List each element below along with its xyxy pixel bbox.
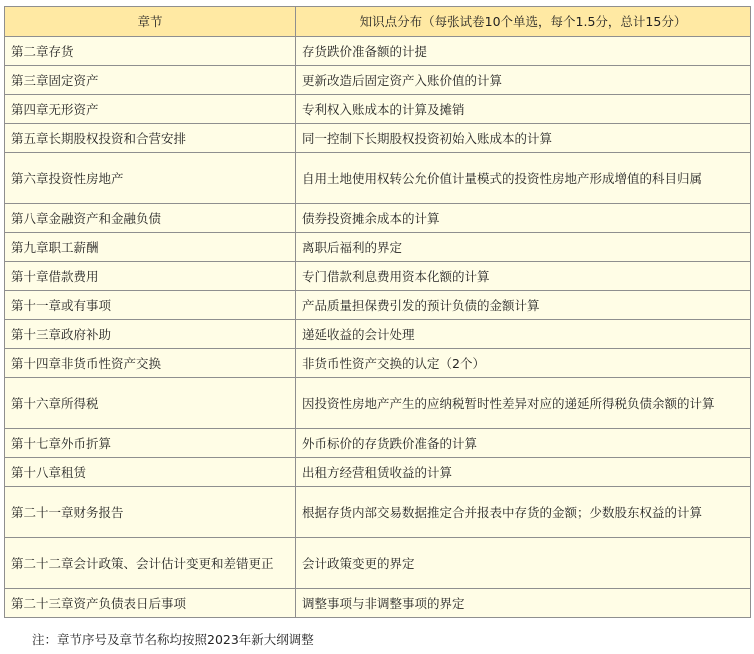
chapter-cell: 第九章职工薪酬 bbox=[5, 233, 296, 262]
table-row bbox=[5, 429, 751, 458]
chapter-cell: 第二十三章资产负债表日后事项 bbox=[5, 589, 296, 618]
table-row bbox=[5, 458, 751, 487]
header-chapter: 章节 bbox=[5, 7, 296, 37]
topic-cell: 外币标价的存货跌价准备的计算 bbox=[296, 429, 751, 458]
table-row bbox=[5, 487, 751, 538]
topic-cell: 同一控制下长期股权投资初始入账成本的计算 bbox=[296, 124, 751, 153]
chapter-cell: 第六章投资性房地产 bbox=[5, 153, 296, 204]
chapter-cell: 第五章长期股权投资和合营安排 bbox=[5, 124, 296, 153]
chapter-cell: 第十八章租赁 bbox=[5, 458, 296, 487]
chapter-cell: 第十七章外币折算 bbox=[5, 429, 296, 458]
table-row bbox=[5, 291, 751, 320]
footnote: 注：章节序号及章节名称均按照2023年新大纲调整 bbox=[32, 632, 314, 647]
table-row bbox=[5, 378, 751, 429]
chapter-cell: 第十一章或有事项 bbox=[5, 291, 296, 320]
chapter-cell: 第十章借款费用 bbox=[5, 262, 296, 291]
table-row bbox=[5, 37, 751, 66]
topic-cell: 存货跌价准备额的计提 bbox=[296, 37, 751, 66]
table-row bbox=[5, 233, 751, 262]
topic-cell: 债券投资摊余成本的计算 bbox=[296, 204, 751, 233]
table-row bbox=[5, 538, 751, 589]
topic-cell: 自用土地使用权转公允价值计量模式的投资性房地产形成增值的科目归属 bbox=[296, 153, 751, 204]
topic-cell: 专门借款利息费用资本化额的计算 bbox=[296, 262, 751, 291]
topic-cell: 调整事项与非调整事项的界定 bbox=[296, 589, 751, 618]
topic-cell: 产品质量担保费引发的预计负债的金额计算 bbox=[296, 291, 751, 320]
chapter-cell: 第四章无形资产 bbox=[5, 95, 296, 124]
header-row bbox=[5, 7, 751, 37]
topic-cell: 更新改造后固定资产入账价值的计算 bbox=[296, 66, 751, 95]
topic-cell: 递延收益的会计处理 bbox=[296, 320, 751, 349]
table-body bbox=[5, 37, 751, 618]
chapter-cell: 第十四章非货币性资产交换 bbox=[5, 349, 296, 378]
table-header bbox=[5, 7, 751, 37]
chapter-cell: 第八章金融资产和金融负债 bbox=[5, 204, 296, 233]
chapter-cell: 第十六章所得税 bbox=[5, 378, 296, 429]
chapter-cell: 第二十一章财务报告 bbox=[5, 487, 296, 538]
topic-cell: 专利权入账成本的计算及摊销 bbox=[296, 95, 751, 124]
table-row bbox=[5, 66, 751, 95]
header-topic-distribution: 知识点分布（每张试卷10个单选，每个1.5分，总计15分） bbox=[296, 7, 751, 37]
chapter-cell: 第三章固定资产 bbox=[5, 66, 296, 95]
table-row bbox=[5, 204, 751, 233]
topic-cell: 因投资性房地产产生的应纳税暂时性差异对应的递延所得税负债余额的计算 bbox=[296, 378, 751, 429]
chapter-cell: 第十三章政府补助 bbox=[5, 320, 296, 349]
topic-cell: 出租方经营租赁收益的计算 bbox=[296, 458, 751, 487]
table-row bbox=[5, 589, 751, 618]
knowledge-point-table bbox=[4, 6, 751, 618]
table-row bbox=[5, 95, 751, 124]
topic-cell: 会计政策变更的界定 bbox=[296, 538, 751, 589]
table-row bbox=[5, 262, 751, 291]
table-row bbox=[5, 124, 751, 153]
topic-cell: 根据存货内部交易数据推定合并报表中存货的金额；少数股东权益的计算 bbox=[296, 487, 751, 538]
table-row bbox=[5, 153, 751, 204]
topic-cell: 离职后福利的界定 bbox=[296, 233, 751, 262]
chapter-cell: 第二章存货 bbox=[5, 37, 296, 66]
table-row bbox=[5, 349, 751, 378]
topic-cell: 非货币性资产交换的认定（2个） bbox=[296, 349, 751, 378]
table-row bbox=[5, 320, 751, 349]
chapter-cell: 第二十二章会计政策、会计估计变更和差错更正 bbox=[5, 538, 296, 589]
